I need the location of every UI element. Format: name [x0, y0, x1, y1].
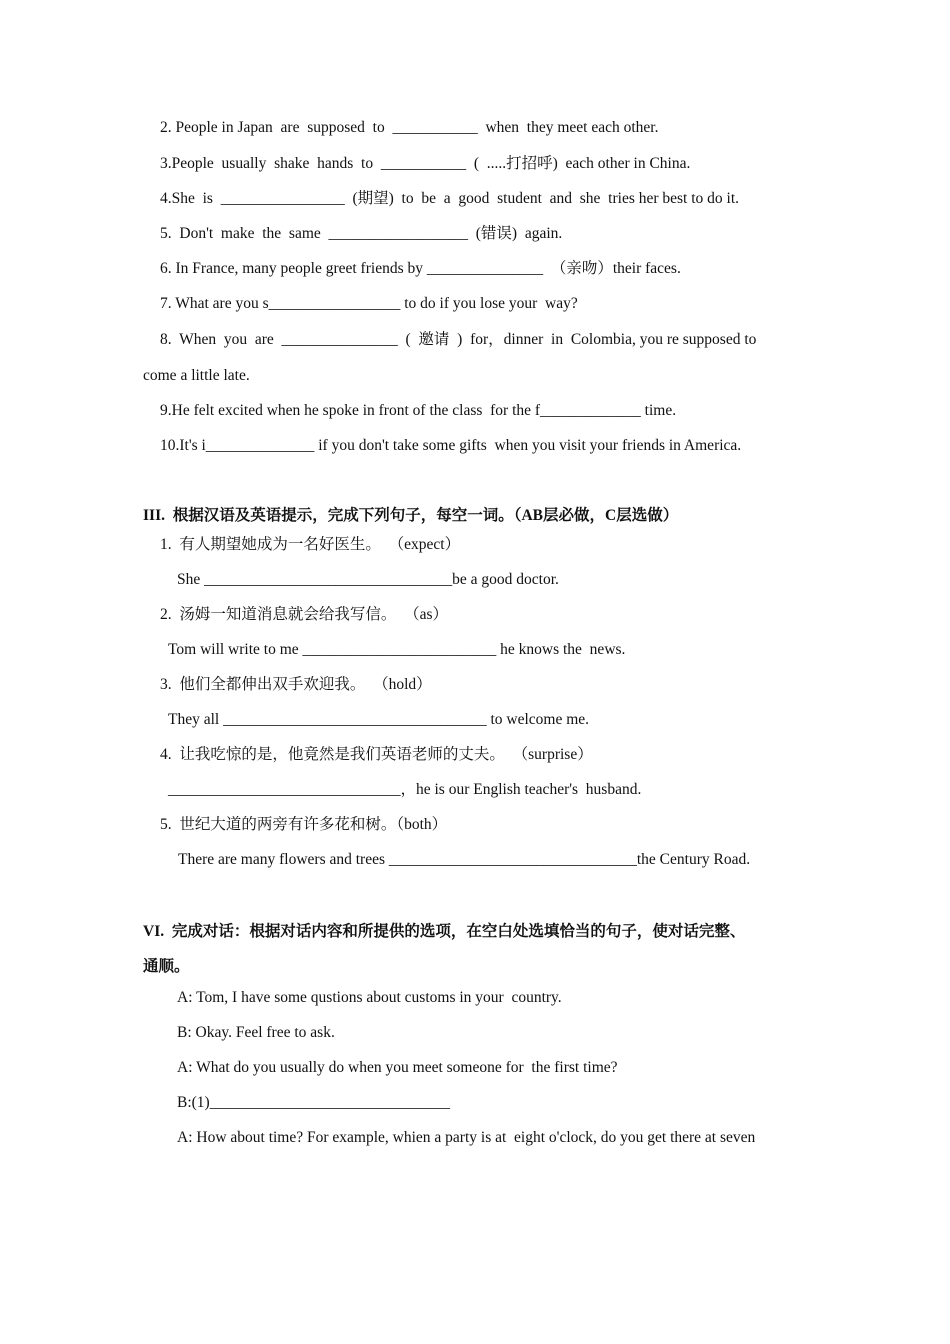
dialogue-line: B:(1)_______________________________ [177, 1094, 450, 1111]
translation-answer-3: They all __________________________________ to welcome me. [168, 711, 590, 728]
exercise-line-6: 6. In France, many people greet friends by _______________ （亲吻）their faces. [160, 260, 681, 277]
translation-prompt-5: 5. 世纪大道的两旁有许多花和树。（both） [160, 816, 448, 833]
dialogue-line: A: What do you usually do when you meet someone for the first time? [177, 1059, 618, 1076]
exercise-line-10: 10.It's i______________ if you don't take some gifts when you visit your friends in America. [160, 437, 742, 454]
exercise-line-8-continued: come a little late. [143, 367, 250, 384]
exercise-line-8: 8. When you are _______________ ( 邀请 ) for，dinner in Colombia, you re supposed to [160, 331, 757, 348]
dialogue-line: A: How about time? For example, whien a party is at eight o'clock, do you get there at seven [177, 1129, 756, 1146]
translation-answer-5: There are many flowers and trees ________________________________the Century Road. [178, 851, 751, 868]
translation-prompt-3: 3. 他们全都伸出双手欢迎我。 （hold） [160, 676, 432, 693]
translation-answer-2: Tom will write to me _________________________ he knows the news. [168, 641, 626, 658]
exercise-line-7: 7. What are you s_________________ to do if you lose your way? [160, 295, 578, 312]
dialogue-line: A: Tom, I have some qustions about customs in your country. [177, 989, 562, 1006]
dialogue-line: B: Okay. Feel free to ask. [177, 1024, 335, 1041]
translation-prompt-1: 1. 有人期望她成为一名好医生。 （expect） [160, 536, 461, 553]
exercise-line-5: 5. Don't make the same __________________ (错误) again. [160, 225, 563, 242]
translation-answer-1: She ________________________________be a good doctor. [177, 571, 559, 588]
exercise-line-9: 9.He felt excited when he spoke in front of the class for the f_____________ time. [160, 402, 677, 419]
translation-answer-4: ______________________________，he is our English teacher's husband. [168, 781, 642, 798]
translation-prompt-2: 2. 汤姆一知道消息就会给我写信。 （as） [160, 606, 449, 623]
section-iii-heading: III. 根据汉语及英语提示，完成下列句子，每空一词。（AB层必做，C层选做） [143, 507, 679, 524]
section-vi-heading-continued: 通顺。 [143, 958, 190, 975]
section-vi-heading: VI. 完成对话：根据对话内容和所提供的选项，在空白处选填恰当的句子，使对话完整、 [143, 923, 746, 940]
translation-prompt-4: 4. 让我吃惊的是，他竟然是我们英语老师的丈夫。 （surprise） [160, 746, 593, 763]
exercise-line-2: 2. People in Japan are supposed to ___________ when they meet each other. [160, 119, 659, 136]
exercise-line-3: 3.People usually shake hands to ___________ ( .....打招呼) each other in China. [160, 155, 691, 172]
exercise-line-4: 4.She is ________________ (期望) to be a good student and she tries her best to do it. [160, 190, 740, 207]
